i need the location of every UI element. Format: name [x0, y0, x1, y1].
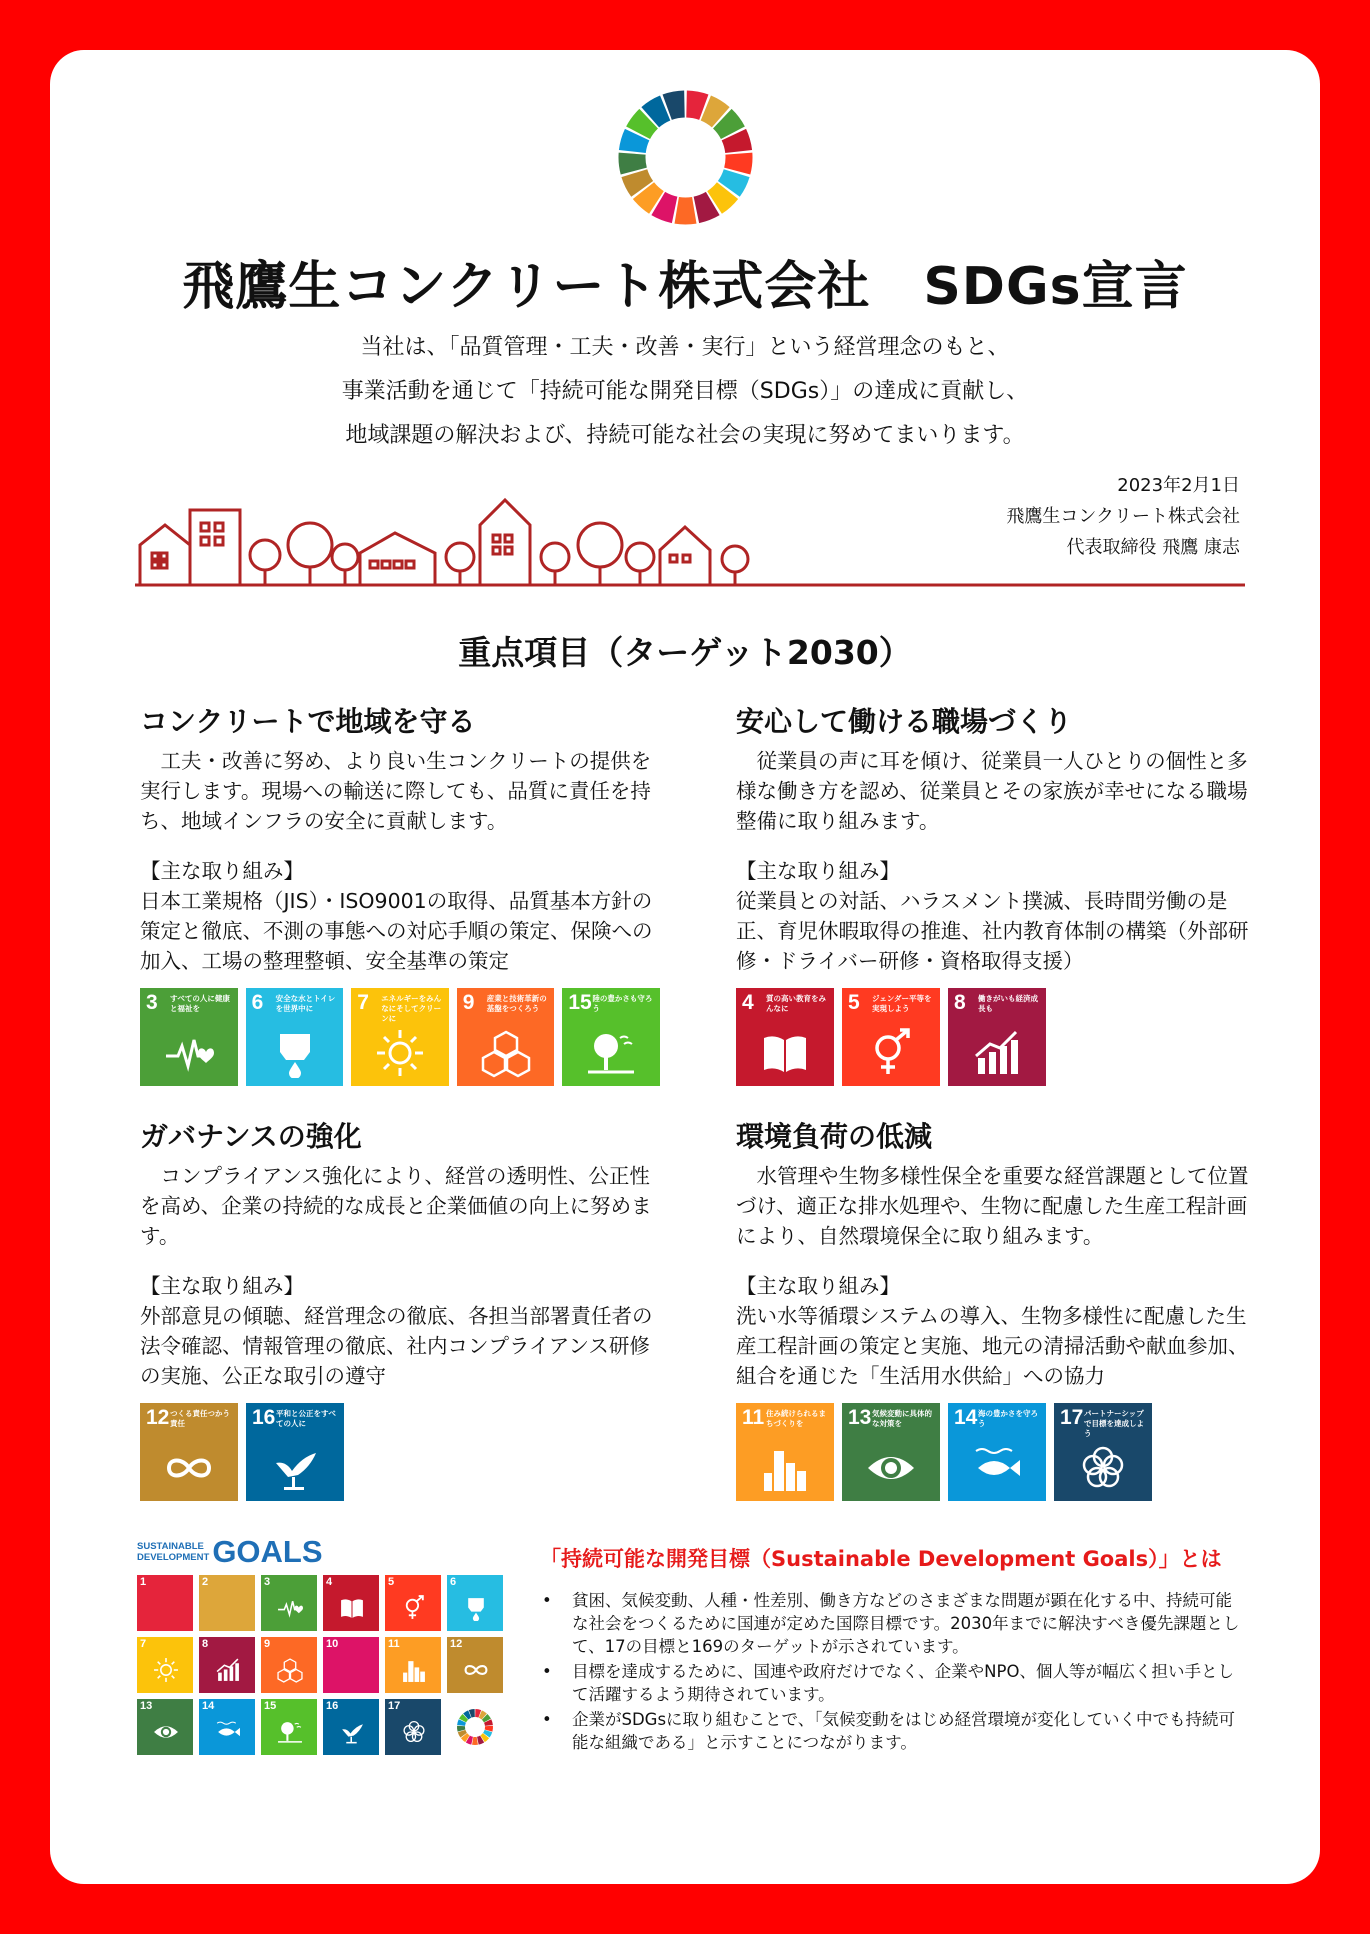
- list-item: • 目標を達成するために、国連や政府だけでなく、企業やNPO、個人等が幅広く担い手として活躍するよう期待されています。: [540, 1660, 1240, 1706]
- townscape-illustration: [135, 495, 1245, 590]
- goal-number: 3: [146, 991, 158, 1014]
- goal-caption: 平和と公正をすべての人に: [276, 1409, 336, 1428]
- section-governance: [140, 1115, 660, 1501]
- initiatives-text: 従業員との対話、ハラスメント撲滅、長時間労働の是正、育児休暇取得の推進、社内教育体制の構築（外部研修・ドライバー研修・資格取得支援）: [736, 889, 1249, 973]
- sdg-grid-tile-9: [261, 1637, 317, 1693]
- city-icon: [401, 1657, 427, 1683]
- eye-globe-icon: [866, 1443, 916, 1493]
- goal-number: 14: [954, 1406, 978, 1429]
- sdg-goal-8-tile: [948, 988, 1046, 1086]
- section-environment: [736, 1115, 1256, 1501]
- book-icon: [760, 1028, 810, 1078]
- sdg-wordmark-line1: SUSTAINABLE: [137, 1541, 204, 1552]
- growth-chart-icon: [215, 1657, 241, 1683]
- goal-number: 16: [252, 1406, 276, 1429]
- initiatives-text: 日本工業規格（JIS）・ISO9001の取得、品質基本方針の策定と徹底、不測の事態への対応手順の策定、保険への加入、工場の整理整頓、安全基準の策定: [140, 889, 653, 973]
- sdg-grid-tile-3: [261, 1575, 317, 1631]
- sdg-goals-grid: [137, 1575, 487, 1755]
- section-safe-workplace: [736, 700, 1256, 1086]
- sdg-wheel-mini-logo: [447, 1699, 503, 1755]
- goal-number: 5: [388, 1576, 395, 1588]
- goal-caption: 気候変動に具体的な対策を: [872, 1409, 932, 1428]
- dove-icon: [339, 1719, 365, 1745]
- company-name: 飛鷹生コンクリート株式会社: [1006, 506, 1240, 527]
- sdg-wordmark-goals: GOALS: [212, 1534, 323, 1569]
- goal-number: 4: [742, 991, 754, 1014]
- gender-icon: [866, 1028, 916, 1078]
- sdg-wordmark-line2: DEVELOPMENT: [137, 1552, 210, 1563]
- representative-name: 代表取締役 飛鷹 康志: [1066, 537, 1240, 558]
- goal-number: 13: [848, 1406, 872, 1429]
- initiatives-label: 【主な取り組み】: [140, 859, 304, 883]
- goal-number: 11: [388, 1638, 400, 1650]
- sdg-wheel-logo: [618, 90, 753, 225]
- sdg-goal-tiles: [140, 988, 660, 1086]
- goal-number: 16: [326, 1700, 339, 1712]
- goal-caption: 働きがいも経済成長も: [978, 994, 1038, 1013]
- sdg-goals-panel: [137, 1534, 487, 1755]
- goal-number: 6: [251, 991, 264, 1014]
- infinity-icon: [463, 1657, 489, 1683]
- section-heading: ガバナンスの強化: [140, 1120, 362, 1153]
- initiatives-text: 洗い水等循環システムの導入、生物多様性に配慮した生産工程計画の策定と実施、地元の清掃活動や献血参加、組合を通じた「生活用水供給」への協力: [736, 1304, 1249, 1388]
- goal-number: 11: [742, 1406, 765, 1429]
- sdg-grid-tile-8: [199, 1637, 255, 1693]
- sdg-goal-4-tile: [736, 988, 834, 1086]
- goal-caption: 陸の豊かさも守ろう: [592, 994, 653, 1013]
- book-icon: [339, 1595, 365, 1621]
- dove-icon: [270, 1443, 320, 1493]
- sdg-goal-9-tile: [457, 988, 555, 1086]
- sdg-goal-11-tile: [736, 1403, 834, 1501]
- section-heading: 環境負荷の低減: [736, 1120, 933, 1153]
- sdg-goal-tiles: [140, 1403, 660, 1501]
- sdg-grid-tile-10: [323, 1637, 379, 1693]
- initiatives-label: 【主な取り組み】: [736, 1274, 900, 1298]
- goal-number: 1: [140, 1576, 147, 1588]
- goal-number: 6: [450, 1576, 457, 1588]
- fish-icon: [972, 1443, 1022, 1493]
- goal-number: 5: [848, 991, 860, 1014]
- goal-caption: ジェンダー平等を実現しよう: [872, 994, 932, 1013]
- gender-icon: [401, 1595, 427, 1621]
- sdg-goal-13-tile: [842, 1403, 940, 1501]
- sdg-goal-7-tile: [351, 988, 449, 1086]
- sdg-goal-tiles: [736, 988, 1256, 1086]
- sdg-grid-tile-11: [385, 1637, 441, 1693]
- focus-heading: 重点項目（ターゲット2030）: [458, 633, 912, 672]
- sdg-grid-tile-1: [137, 1575, 193, 1631]
- list-item: • 貧困、気候変動、人種・性差別、働き方などのさまざまな問題が顕在化する中、持続可能な社会をつくるために国連が定めた国際目標です。2030年までに解決すべき優先課題として、17の目標と169のターゲットが示されています。: [540, 1589, 1240, 1658]
- sdg-goal-14-tile: [948, 1403, 1046, 1501]
- goal-number: 15: [568, 991, 592, 1014]
- sdg-wordmark: [137, 1534, 487, 1569]
- goal-number: 3: [264, 1576, 271, 1588]
- goal-number: 17: [388, 1700, 401, 1712]
- declaration-date: 2023年2月1日: [1117, 475, 1240, 496]
- goal-number: 12: [450, 1638, 463, 1650]
- section-heading: 安心して働ける職場づくり: [736, 705, 1073, 738]
- cubes-icon: [481, 1028, 531, 1078]
- goal-caption: パートナーシップで目標を達成しよう: [1084, 1409, 1144, 1438]
- growth-chart-icon: [972, 1028, 1022, 1078]
- intro-line: 事業活動を通じて「持続可能な開発目標（SDGs）」の達成に貢献し、: [341, 379, 1029, 404]
- flower-rings-icon: [401, 1719, 427, 1745]
- section-description: 従業員の声に耳を傾け、従業員一人ひとりの個性と多様な働き方を認め、従業員とその家族が幸せになる職場整備に取り組みます。: [736, 749, 1248, 833]
- goal-number: 14: [202, 1700, 215, 1712]
- section-description: 水管理や生物多様性保全を重要な経営課題として位置づけ、適正な排水処理や、生物に配慮した生産工程計画により、自然環境保全に取り組みます。: [736, 1164, 1249, 1248]
- page-title: 飛鷹生コンクリート株式会社 SDGs宣言: [182, 257, 1188, 317]
- tree-icon: [277, 1719, 303, 1745]
- section-heading: コンクリートで地域を守る: [140, 705, 476, 738]
- sdg-grid-tile-12: [447, 1637, 503, 1693]
- heartbeat-icon: [277, 1595, 303, 1621]
- tree-icon: [586, 1028, 636, 1078]
- sdg-grid-tile-17: [385, 1699, 441, 1755]
- initiatives-label: 【主な取り組み】: [140, 1274, 304, 1298]
- intro-statement: [0, 326, 1370, 458]
- goal-number: 9: [462, 991, 475, 1014]
- sdg-grid-tile-6: [447, 1575, 503, 1631]
- sdg-grid-tile-5: [385, 1575, 441, 1631]
- goal-number: 17: [1060, 1406, 1084, 1429]
- fish-icon: [215, 1719, 241, 1745]
- sdg-goal-17-tile: [1054, 1403, 1152, 1501]
- sdg-goal-3-tile: [140, 988, 238, 1086]
- section-community-concrete: [140, 700, 660, 1086]
- goal-caption: エネルギーをみんなにそしてクリーンに: [381, 994, 442, 1023]
- list-item: • 企業がSDGsに取り組むことで、「気候変動をはじめ経営環境が変化していく中でも持続可能な組織である」と示すことにつながります。: [540, 1708, 1240, 1754]
- goal-number: 2: [202, 1576, 209, 1588]
- goal-caption: 安全な水とトイレを世界中に: [275, 994, 336, 1013]
- goal-number: 4: [326, 1576, 333, 1588]
- goal-number: 10: [326, 1638, 339, 1650]
- goal-caption: つくる責任つかう責任: [170, 1409, 230, 1428]
- goal-number: 9: [264, 1638, 271, 1650]
- goal-number: 8: [202, 1638, 209, 1650]
- sdg-goal-15-tile: [562, 988, 660, 1086]
- sdg-goal-5-tile: [842, 988, 940, 1086]
- water-drop-icon: [463, 1595, 489, 1621]
- intro-line: 地域課題の解決および、持続可能な社会の実現に努めてまいります。: [345, 423, 1025, 448]
- water-drop-icon: [270, 1028, 320, 1078]
- sdg-grid-tile-7: [137, 1637, 193, 1693]
- sdg-explanation-list: [540, 1589, 1240, 1754]
- initiatives-text: 外部意見の傾聴、経営理念の徹底、各担当部署責任者の法令確認、情報管理の徹底、社内コンプライアンス研修の実施、公正な取引の遵守: [140, 1304, 653, 1388]
- goal-caption: すべての人に健康と福祉を: [170, 994, 230, 1013]
- goal-caption: 産業と技術革新の基盤をつくろう: [486, 994, 547, 1013]
- sun-icon: [375, 1028, 425, 1078]
- sdg-goal-6-tile: [246, 988, 344, 1086]
- city-icon: [760, 1443, 810, 1493]
- initiatives-label: 【主な取り組み】: [736, 859, 900, 883]
- cubes-icon: [277, 1657, 303, 1683]
- goal-number: 7: [357, 991, 369, 1014]
- infinity-icon: [164, 1443, 214, 1493]
- eye-globe-icon: [153, 1719, 179, 1745]
- intro-line: 当社は、「品質管理・工夫・改善・実行」という経営理念のもと、: [360, 335, 1010, 360]
- section-description: コンプライアンス強化により、経営の透明性、公正性を高め、企業の持続的な成長と企業価値の向上に努めます。: [140, 1164, 652, 1248]
- goal-number: 7: [140, 1638, 147, 1650]
- sdg-goal-16-tile: [246, 1403, 344, 1501]
- sdg-grid-tile-16: [323, 1699, 379, 1755]
- goal-caption: 住み続けられるまちづくりを: [766, 1409, 826, 1428]
- goal-caption: 質の高い教育をみんなに: [766, 994, 826, 1013]
- sdg-grid-tile-4: [323, 1575, 379, 1631]
- sdg-grid-tile-14: [199, 1699, 255, 1755]
- sdg-grid-tile-2: [199, 1575, 255, 1631]
- flower-rings-icon: [1078, 1443, 1128, 1493]
- goal-caption: 海の豊かさを守ろう: [978, 1409, 1038, 1428]
- sdg-grid-tile-15: [261, 1699, 317, 1755]
- section-description: 工夫・改善に努め、より良い生コンクリートの提供を実行します。現場への輸送に際しても、品質に責任を持ち、地域インフラの安全に貢献します。: [140, 749, 652, 833]
- sdg-goal-tiles: [736, 1403, 1256, 1501]
- goal-number: 8: [954, 991, 966, 1014]
- goal-number: 15: [264, 1700, 277, 1712]
- sdg-explanation-heading: 「持続可能な開発目標（Sustainable Development Goals）」とは: [540, 1547, 1222, 1571]
- sun-icon: [153, 1657, 179, 1683]
- sdg-grid-tile-13: [137, 1699, 193, 1755]
- heartbeat-icon: [164, 1028, 214, 1078]
- sdg-goal-12-tile: [140, 1403, 238, 1501]
- goal-number: 13: [140, 1700, 153, 1712]
- sdg-explanation: [540, 1543, 1240, 1756]
- goal-number: 12: [146, 1406, 170, 1429]
